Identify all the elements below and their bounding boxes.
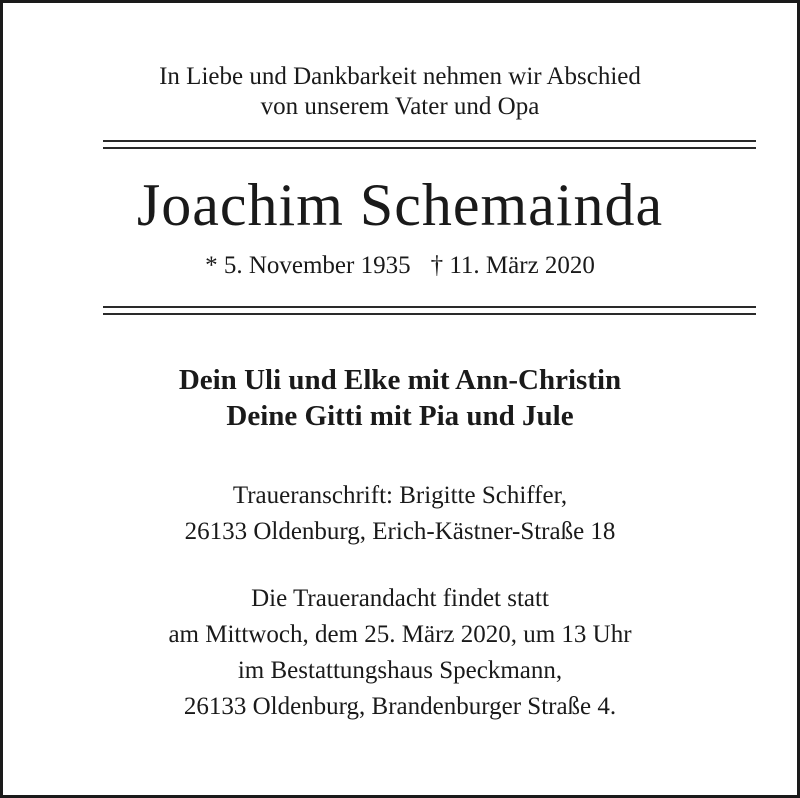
birth-date: * 5. November 1935: [205, 252, 411, 279]
intro-line-1: In Liebe und Dankbarkeit nehmen wir Abschied: [159, 63, 641, 90]
service-line-3: im Bestattungshaus Speckmann,: [237, 657, 563, 684]
bottom-rule-lower: [103, 313, 756, 315]
intro-text: [0, 62, 800, 122]
service-line-1: Die Trauerandacht findet statt: [251, 585, 549, 612]
service-line-2: am Mittwoch, dem 25. März 2020, um 13 Uhr: [168, 621, 632, 648]
intro-line-2: von unserem Vater und Opa: [260, 93, 540, 120]
bottom-rule-upper: [103, 306, 756, 308]
service-details: [0, 581, 800, 725]
top-rule-lower: [103, 147, 756, 149]
family-line-2: Deine Gitti mit Pia und Jule: [226, 400, 574, 432]
life-dates: [0, 250, 800, 282]
family-line-1: Dein Uli und Elke mit Ann-Christin: [178, 364, 622, 396]
service-line-4: 26133 Oldenburg, Brandenburger Straße 4.: [183, 693, 617, 720]
address-line-2: 26133 Oldenburg, Erich-Kästner-Straße 18: [184, 518, 616, 545]
family-names: [0, 362, 800, 434]
top-rule-upper: [103, 140, 756, 142]
address-line-1: Traueranschrift: Brigitte Schiffer,: [232, 482, 568, 509]
deceased-name: Joachim Schemainda: [136, 172, 664, 238]
mourning-address: [0, 478, 800, 550]
death-date: † 11. März 2020: [430, 252, 595, 279]
